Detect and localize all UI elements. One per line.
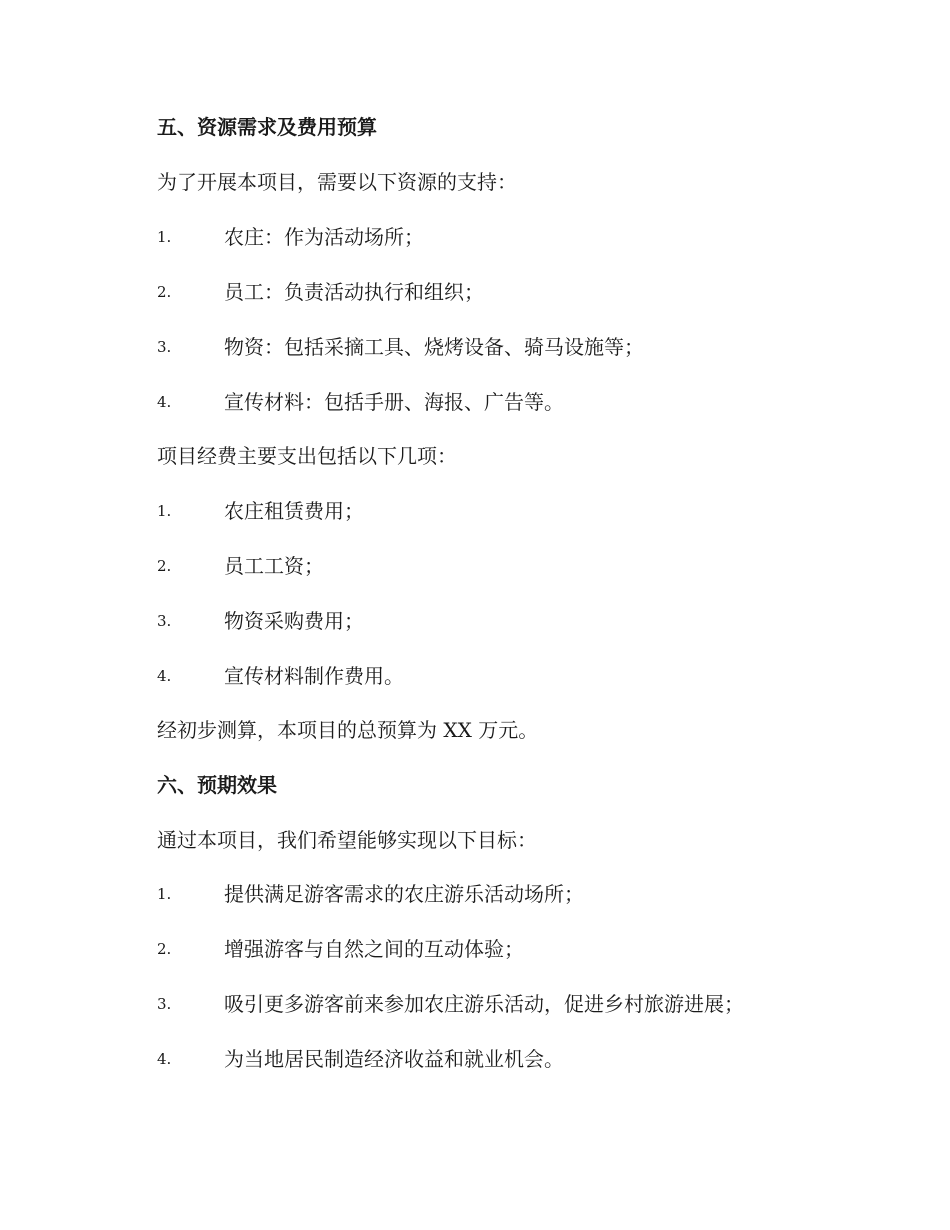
list-item-text: 增强游客与自然之间的互动体验； <box>224 937 524 961</box>
list-item-text: 物资采购费用； <box>224 609 364 633</box>
list-item-text: 物资：包括采摘工具、烧烤设备、骑马设施等； <box>224 335 644 359</box>
list-item-number: 2. <box>157 940 172 958</box>
paragraph-goals-intro: 通过本项目，我们希望能够实现以下目标： <box>157 828 537 852</box>
list-item-text: 农庄租赁费用； <box>224 499 364 523</box>
list-item-number: 1. <box>157 502 172 520</box>
paragraph-expense-intro: 项目经费主要支出包括以下几项： <box>157 444 457 468</box>
list-item-text: 提供满足游客需求的农庄游乐活动场所； <box>224 882 584 906</box>
section-heading-expected-effects: 六、预期效果 <box>157 773 277 797</box>
list-item-text: 农庄：作为活动场所； <box>224 225 424 249</box>
list-item-number: 3. <box>157 338 172 356</box>
list-item-number: 4. <box>157 1050 172 1068</box>
list-item-text: 为当地居民制造经济收益和就业机会。 <box>224 1047 564 1071</box>
list-item-number: 1. <box>157 885 172 903</box>
paragraph-resources-intro: 为了开展本项目，需要以下资源的支持： <box>157 170 517 194</box>
section-heading-resources: 五、资源需求及费用预算 <box>157 115 377 139</box>
list-item-text: 宣传材料制作费用。 <box>224 664 404 688</box>
list-item-text: 员工：负责活动执行和组织； <box>224 280 484 304</box>
list-item-number: 3. <box>157 612 172 630</box>
list-item-number: 1. <box>157 228 172 246</box>
list-item-text: 员工工资； <box>224 554 324 578</box>
list-item-number: 4. <box>157 393 172 411</box>
list-item-number: 3. <box>157 995 172 1013</box>
list-item-text: 宣传材料：包括手册、海报、广告等。 <box>224 390 564 414</box>
list-item-number: 4. <box>157 667 172 685</box>
list-item-number: 2. <box>157 283 172 301</box>
list-item-text: 吸引更多游客前来参加农庄游乐活动，促进乡村旅游进展； <box>224 992 744 1016</box>
paragraph-budget: 经初步测算，本项目的总预算为 XX 万元。 <box>157 718 539 742</box>
list-item-number: 2. <box>157 557 172 575</box>
